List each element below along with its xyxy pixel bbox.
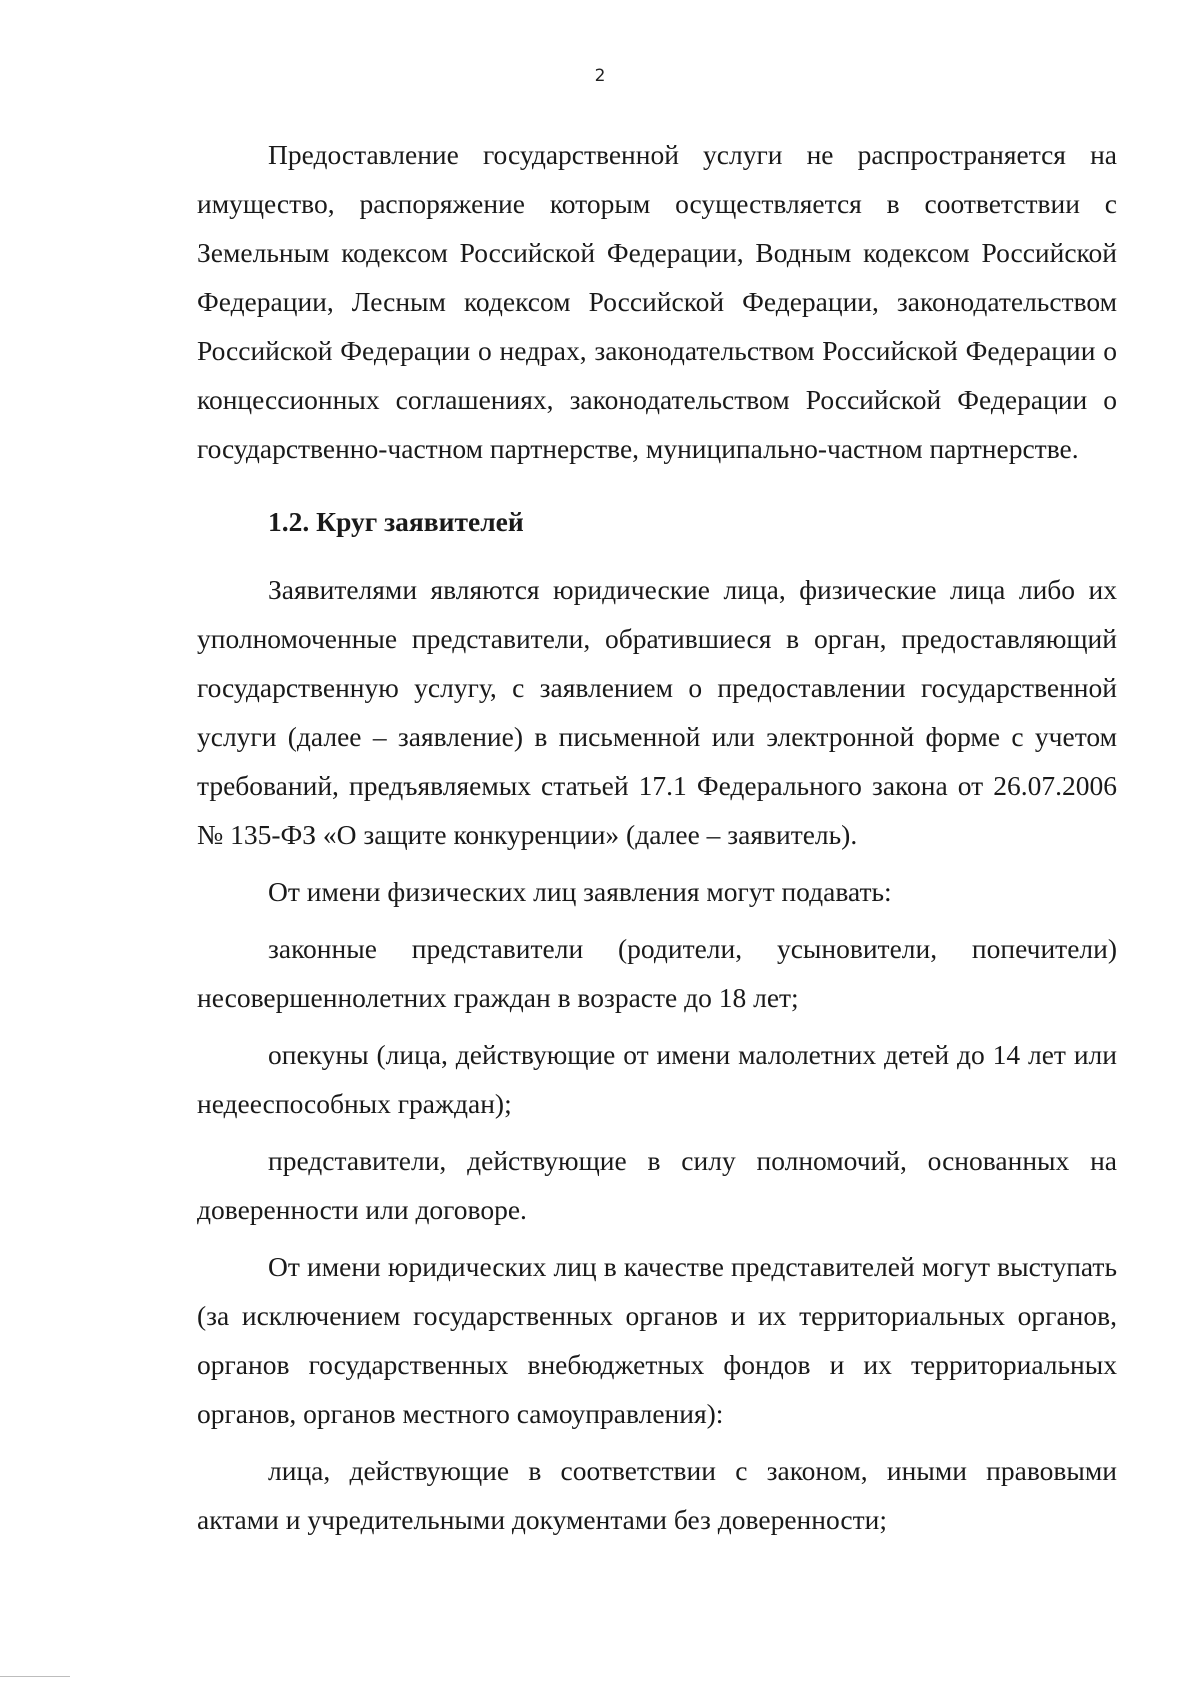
paragraph-legal-representatives: законные представители (родители, усыновители, попечители) несовершеннолетних граждан в возрасте до 18 лет; <box>197 933 1117 1013</box>
paragraph-guardians: опекуны (лица, действующие от имени малолетних детей до 14 лет или недееспособных граждан); <box>197 1039 1117 1119</box>
paragraph-legal-entities-intro: От имени юридических лиц в качестве представителей могут выступать (за исключением государственных органов и их территориальных органов, органов государственных внебюджетных фондов и их территориальных органов, органов местного самоуправления): <box>197 1251 1117 1429</box>
scan-artifact-bottom <box>0 1676 70 1677</box>
document-body <box>197 130 1117 1544</box>
paragraph-authorized-representatives: представители, действующие в силу полномочий, основанных на доверенности или договоре. <box>197 1145 1117 1225</box>
section-heading: 1.2. Круг заявителей <box>268 506 524 537</box>
paragraph-without-power-of-attorney: лица, действующие в соответствии с законом, иными правовыми актами и учредительными документами без доверенности; <box>197 1455 1117 1535</box>
intro-paragraph: Предоставление государственной услуги не распространяется на имущество, распоряжение которым осуществляется в соответствии с Земельным кодексом Российской Федерации, Водным кодексом Российской Федерации, Лесным кодексом Российской Федерации, законодательством Российской Федерации о недрах, законодательством Российской Федерации о концессионных соглашениях, законодательством Российской Федерации о государственно-частном партнерстве, муниципально-частном партнерстве. <box>197 139 1117 464</box>
page-number: 2 <box>594 66 606 86</box>
paragraph-applicants: Заявителями являются юридические лица, физические лица либо их уполномоченные представители, обратившиеся в орган, предоставляющий государственную услугу, с заявлением о предоставлении государственной услуги (далее – заявление) в письменной или электронной форме с учетом требований, предъявляемых статьей 17.1 Федерального закона от 26.07.2006 № 135-ФЗ «О защите конкуренции» (далее – заявитель). <box>197 574 1117 850</box>
paragraph-individuals-intro: От имени физических лиц заявления могут подавать: <box>268 876 892 907</box>
